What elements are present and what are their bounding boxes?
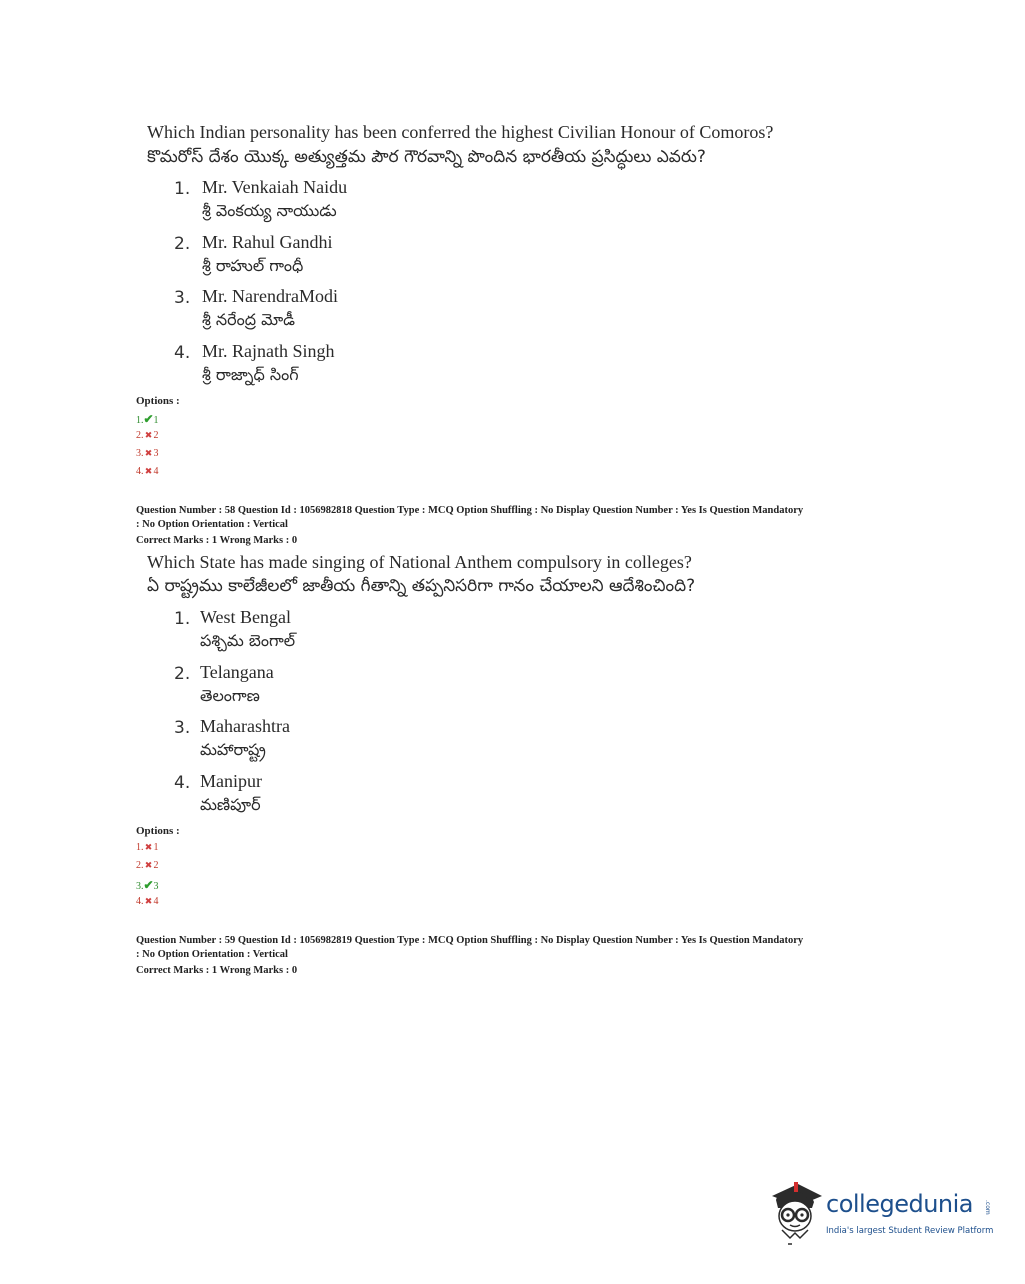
answer-value: 1: [153, 415, 159, 426]
answer-row-wrong: [136, 842, 159, 853]
meta-line: Question Number : 58 Question Id : 1056982818 Question Type : MCQ Option Shuffling : No Display Question Number : Yes Is Question Mandatory: [136, 505, 804, 516]
option-text-en: Telangana: [200, 662, 274, 682]
option-number: 1.: [174, 179, 191, 199]
option-text-te: శ్రీ నరేంద్ర మోడీ: [202, 310, 296, 329]
option-text-te: శ్రీ వెంకయ్య నాయుడు: [202, 201, 337, 220]
meta-line: Question Number : 59 Question Id : 1056982819 Question Type : MCQ Option Shuffling : No Display Question Number : Yes Is Question Mandatory: [136, 935, 804, 946]
answer-row-wrong: [136, 430, 159, 441]
answer-value: 4: [153, 466, 159, 477]
question-text-te: ఏ రాష్ట్రము కాలేజీలలో జాతీయ గీతాన్ని తప్పనిసరిగా గానం చేయాలని ఆదేశించింది?: [147, 576, 696, 596]
option-number: 3.: [174, 718, 191, 738]
option-number: 4.: [174, 773, 191, 793]
question-text-en: Which State has made singing of National Anthem compulsory in colleges?: [147, 552, 692, 572]
option-text-te: మణిపూర్: [200, 795, 261, 814]
option-text-en: Manipur: [200, 771, 262, 791]
cross-icon: ✖: [144, 896, 153, 906]
question-meta: [136, 934, 906, 978]
option-number: 2.: [174, 234, 191, 254]
option-text-te: తెలంగాణ: [200, 686, 260, 705]
meta-line: Correct Marks : 1 Wrong Marks : 0: [136, 535, 298, 546]
option-text-en: Mr. NarendraModi: [202, 286, 338, 306]
answer-value: 3: [153, 448, 159, 459]
options-label: Options :: [136, 825, 180, 837]
question-meta: [136, 504, 906, 548]
answer-prefix: 2.: [136, 430, 144, 441]
cross-icon: ✖: [144, 466, 153, 476]
question-text-en: Which Indian personality has been conferred the highest Civilian Honour of Comoros?: [147, 122, 774, 142]
option-text-en: Mr. Venkaiah Naidu: [202, 177, 348, 197]
options-label: Options :: [136, 395, 180, 407]
answer-row-correct: [136, 412, 159, 427]
option-text-en: Maharashtra: [200, 716, 290, 736]
answer-prefix: 2.: [136, 860, 144, 871]
answer-value: 4: [153, 896, 159, 907]
logo-tagline: India's largest Student Review Platform: [826, 1226, 994, 1236]
option-text-en: Mr. Rahul Gandhi: [202, 232, 333, 252]
option-number: 3.: [174, 288, 191, 308]
answer-value: 2: [153, 430, 159, 441]
answer-row-correct: [136, 878, 159, 893]
option-number: 4.: [174, 343, 191, 363]
option-text-en: West Bengal: [200, 607, 292, 627]
answer-value: 1: [153, 842, 159, 853]
logo-wordmark: collegedunia: [826, 1190, 974, 1218]
option-text-te: మహారాష్ట్ర: [200, 740, 266, 759]
answer-row-wrong: [136, 860, 159, 871]
answer-prefix: 4.: [136, 896, 144, 907]
answer-row-wrong: [136, 896, 159, 907]
meta-line: : No Option Orientation : Vertical: [136, 519, 288, 530]
cross-icon: ✖: [144, 860, 153, 870]
answer-prefix: 4.: [136, 466, 144, 477]
option-number: 2.: [174, 664, 191, 684]
answer-value: 3: [153, 881, 159, 892]
option-text-te: పశ్చిమ బెంగాల్: [200, 631, 296, 650]
answer-prefix: 1.: [136, 415, 144, 426]
answer-prefix: 1.: [136, 842, 144, 853]
answer-value: 2: [153, 860, 159, 871]
option-number: 1.: [174, 609, 191, 629]
collegedunia-logo: [768, 1178, 998, 1248]
logo-suffix: .com: [984, 1200, 991, 1215]
answer-prefix: 3.: [136, 448, 144, 459]
cross-icon: ✖: [144, 448, 153, 458]
check-icon: ✔: [143, 412, 154, 426]
answer-row-wrong: [136, 466, 159, 477]
mascot-icon: [768, 1178, 824, 1248]
question-text-te: కొమరోస్ దేశం యొక్క అత్యుత్తమ పౌర గౌరవాన్ని పొందిన భారతీయ ప్రసిద్ధులు ఎవరు?: [147, 147, 706, 167]
option-text-te: శ్రీ రాహుల్ గాంధీ: [202, 256, 304, 275]
check-icon: ✔: [143, 878, 154, 892]
meta-line: : No Option Orientation : Vertical: [136, 949, 288, 960]
option-text-te: శ్రీ రాజ్నాధ్ సింగ్: [202, 365, 299, 384]
answer-row-wrong: [136, 448, 159, 459]
answer-prefix: 3.: [136, 881, 144, 892]
cross-icon: ✖: [144, 842, 153, 852]
option-text-en: Mr. Rajnath Singh: [202, 341, 335, 361]
meta-line: Correct Marks : 1 Wrong Marks : 0: [136, 965, 298, 976]
cross-icon: ✖: [144, 430, 153, 440]
